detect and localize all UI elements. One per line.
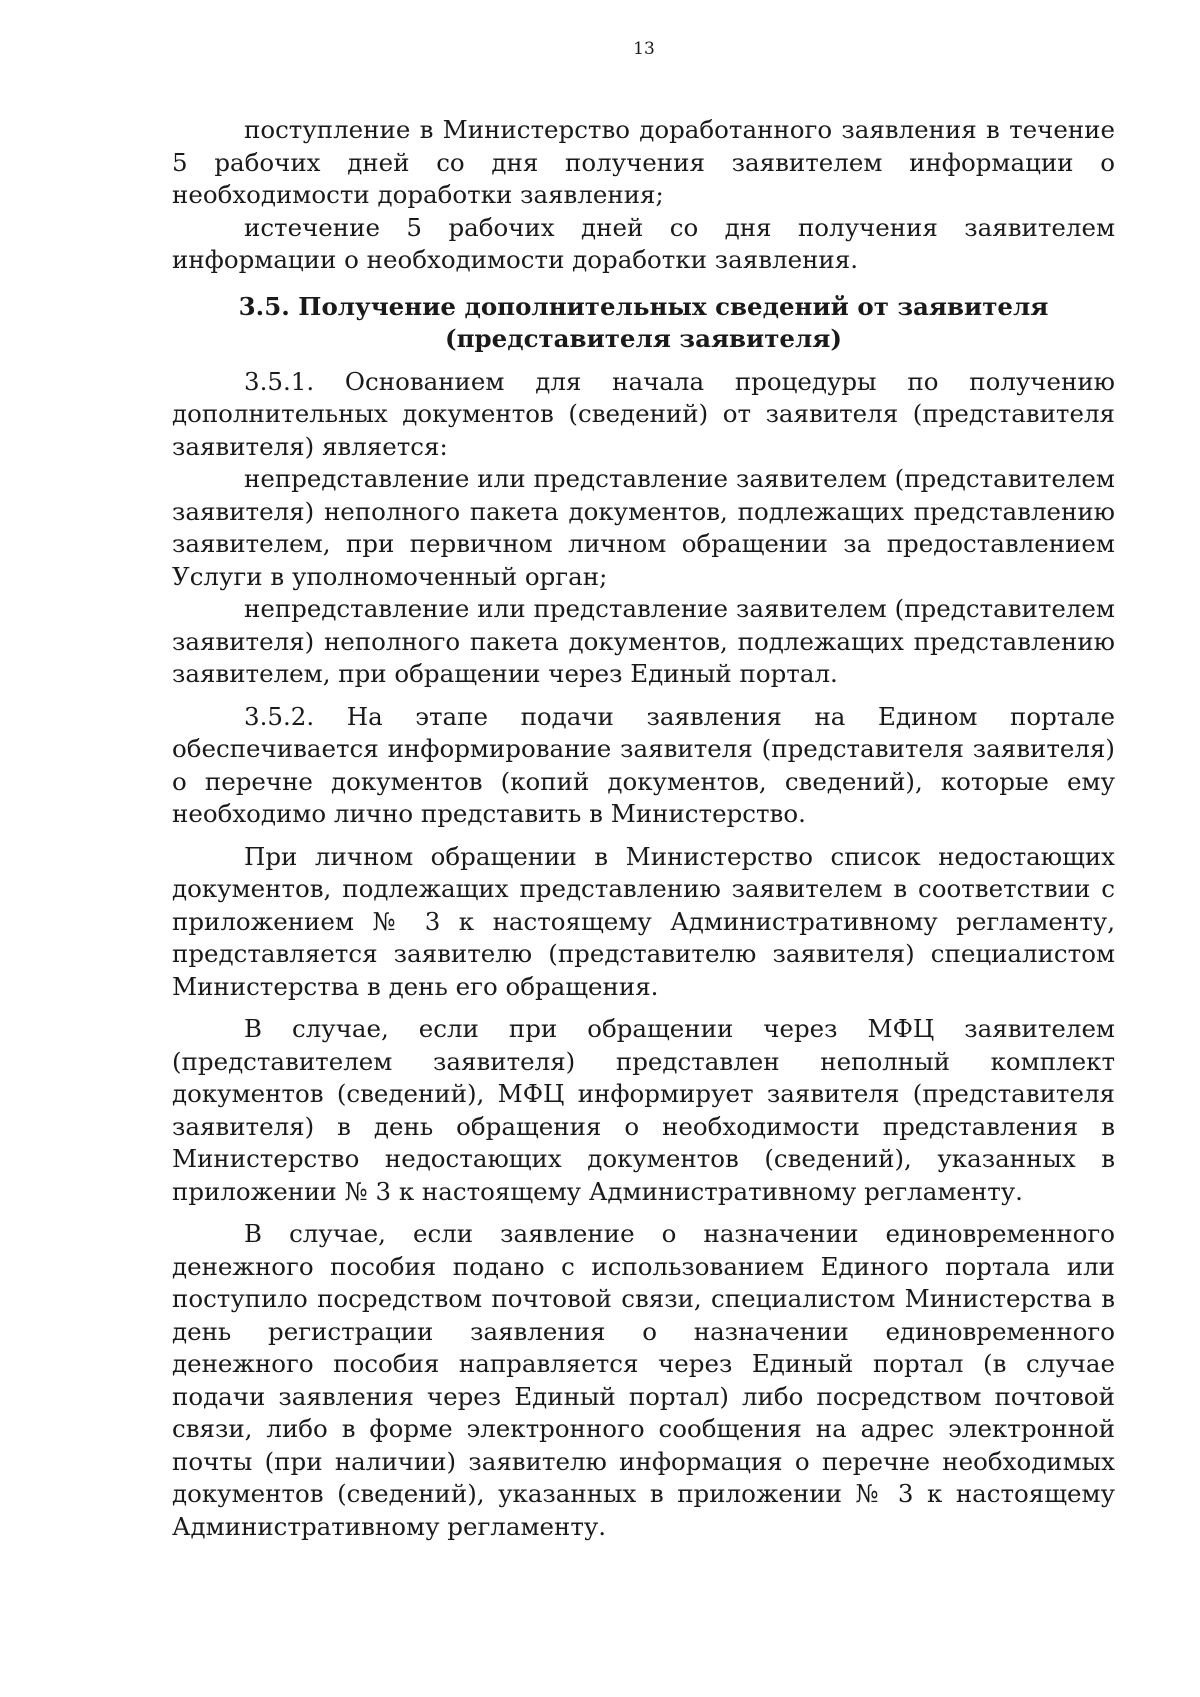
paragraph-portal-or-mail: В случае, если заявление о назначении единовременного денежного пособия подано с использованием Единого портала или поступило посредством почтовой связи, специалистом Министерства в день регистрации заявления о назначении единовременного денежного пособия направляется через Единый портал (в случае подачи заявления через Единый портал) либо посредством почтовой связи, либо в форме электронного сообщения на адрес электронной почты (при наличии) заявителю информация о перечне необходимых документов (сведений), указанных в приложении № 3 к настоящему Административному регламенту. — [172, 1219, 1115, 1541]
page-number: 13 — [633, 39, 655, 59]
paragraph-received-revised: поступление в Министерство доработанного заявления в течение 5 рабочих дней со дня получения заявителем информации о необходимости доработки заявления; — [172, 115, 1115, 209]
paragraph-personal-visit: При личном обращении в Министерство список недостающих документов, подлежащих представлению заявителем в соответствии с приложением № 3 к настоящему Административному регламенту, представляется заявителю (представителю заявителя) специалистом Министерства в день его обращения. — [172, 841, 1115, 1001]
paragraph-single-portal: непредставление или представление заявителем (представителем заявителя) неполного пакета документов, подлежащих представлению заявителем, при обращении через Единый портал. — [172, 594, 1115, 688]
paragraph-mfc: В случае, если при обращении через МФЦ заявителем (представителем заявителя) представлен неполный комплект документов (сведений), МФЦ информирует заявителя (представителя заявителя) в день обращения о необходимости представления в Министерство недостающих документов (сведений), указанных в приложении № 3 к настоящему Административному регламенту. — [172, 1014, 1115, 1206]
paragraph-3-5-2: 3.5.2. На этапе подачи заявления на Едином портале обеспечивается информирование заявителя (представителя заявителя) о перечне документов (копий документов, сведений), которые ему необходимо лично представить в Министерство. — [172, 701, 1115, 828]
paragraph-expiry: истечение 5 рабочих дней со дня получения заявителем информации о необходимости доработки заявления. — [172, 212, 1115, 274]
document-body — [172, 114, 1115, 1543]
paragraph-first-visit: непредставление или представление заявителем (представителем заявителя) неполного пакета документов, подлежащих представлению заявителем, при первичном личном обращении за предоставлением Услуги в уполномоченный орган; — [172, 464, 1115, 591]
paragraph-3-5-1: 3.5.1. Основанием для начала процедуры по получению дополнительных документов (сведений) от заявителя (представителя заявителя) является: — [172, 366, 1115, 461]
section-heading: 3.5. Получение дополнительных сведений от заявителя (представителя заявителя) — [238, 291, 1049, 353]
